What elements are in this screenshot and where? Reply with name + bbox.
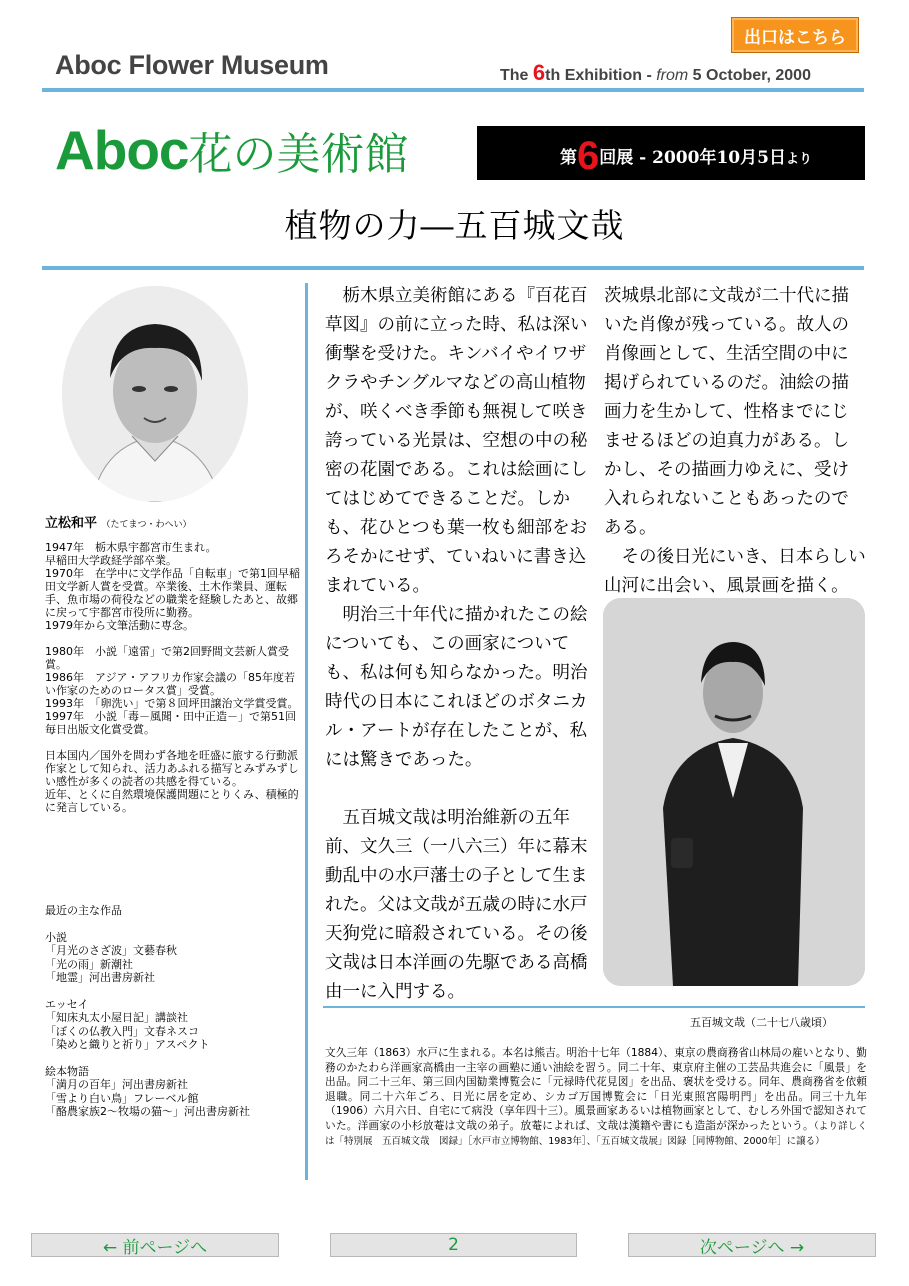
article-title: 植物の力―五百城文哉: [284, 206, 625, 245]
works-list: [45, 904, 305, 1132]
brand-en: Aboc: [55, 119, 189, 181]
bio-line: 1970年 在学中に文学作品「自転車」で第1回早稲田文学新人賞を受賞。卒業後、土木作業員、運転手、魚市場の荷役などの職業を経験したあと、故郷に戻って宇都宮市役所に勤務。: [45, 567, 300, 619]
work-item: 「雪より白い鳥」フレーベル館: [45, 1091, 199, 1105]
exh-from: from: [656, 67, 689, 84]
bio-line: 1997年 小説「毒－風聞・田中正造－」で第51回毎日出版文化賞受賞。: [45, 710, 296, 736]
description-note: （より詳しくは「特別展 五百城文哉 図録」［水戸市立博物館、1983年］、「五百城文哉展」図録［同博物館、2000年］に譲る）: [325, 1120, 867, 1147]
works-group-novel: [45, 931, 305, 985]
museum-title-jp: [55, 118, 409, 182]
author-name-kana: （たてまつ・わへい）: [101, 520, 192, 530]
paragraph-gap: [325, 775, 588, 804]
article-paragraph: 栃木県立美術館にある『百花百草図』の前に立った時、私は深い衝撃を受けた。キンバイやイワザクラやチングルマなどの高山植物が、咲くべき季節も無視して咲き誇っている光景は、空想の中の秘密の花園である。これは絵画にしてはじめてできることだ。しかも、花ひとつも葉一枚も細部をおろそかにせず、ていねいに書き込まれている。: [325, 286, 588, 596]
title-rule: [42, 266, 864, 270]
work-item: 「光の雨」新潮社: [45, 957, 133, 971]
bio-line: 1980年 小説「遠雷」で第2回野間文芸新人賞受賞。: [45, 645, 289, 671]
work-item: 「酪農家族2～牧場の猫～」河出書房新社: [45, 1105, 250, 1118]
jp-yori: より: [785, 152, 812, 167]
bio-paragraph: [45, 645, 301, 736]
works-heading: 最近の主な作品: [45, 904, 122, 917]
bio-paragraph: [45, 749, 301, 814]
description-text: 文久三年（1863）水戸に生まれる。本名は熊吉。明治十七年（1884）、東京の農商務省山林局の雇いとなり、勤務のかたわら洋画家高橋由一主宰の画塾に通い油絵を習う。同二十年、東京府主催の工芸品共進会に「風景」を出品。同二十三年、第三回内国勧業博覧会に「元禄時代花見図」を出品、褒状を受ける。同年、農商務省を依頼退職。同二十六年ごろ、日光に居を定め、シカゴ万国博覧会に「日光東照宮陽明門」を出品。同三十九年（1906）六月六日、自宅にて病没（享年四十三）。風景画家あるいは植物画家として、むしろ外国で認知されていた。洋画家の小杉放菴は文哉の弟子。放菴によれば、文哉は漢籍や書にも造詣が深かったという。: [325, 1046, 867, 1132]
artist-description: [325, 1046, 867, 1150]
work-item: 「知床丸太小屋日記」講談社: [45, 1011, 188, 1024]
works-genre: 絵本物語: [45, 1064, 89, 1078]
article-paragraph: その後日光にいき、日本らしい山河に出会い、風景画を描く。: [604, 547, 866, 596]
exit-button[interactable]: 出口はこちら: [731, 17, 859, 53]
article-column-1: [325, 282, 588, 1007]
exhibition-info-en: [500, 60, 811, 86]
jp-number: 6: [577, 134, 600, 178]
bio-line: 1986年 アジア・アフリカ作家会議の「85年度若い作家のためのロータス賞」受賞。: [45, 671, 295, 697]
column-divider: [305, 283, 308, 1180]
author-name: [45, 512, 192, 531]
bio-line: 早稲田大学政経学部卒業。: [45, 554, 177, 567]
bio-line: 1947年 栃木県宇都宮市生まれ。: [45, 541, 217, 554]
works-genre: エッセイ: [45, 997, 89, 1011]
works-genre: 小説: [45, 930, 67, 944]
works-group-essay: [45, 998, 305, 1052]
bio-line: 1979年から文筆活動に専念。: [45, 619, 194, 632]
jp-dai: 第: [560, 148, 577, 168]
bio-paragraph: [45, 541, 301, 632]
exh-th: th Exhibition -: [545, 67, 657, 84]
work-item: 「染めと織りと祈り」アスペクト: [45, 1038, 210, 1051]
next-page-button[interactable]: 次ページへ →: [628, 1233, 876, 1257]
brand-jp: 花の美術館: [188, 129, 409, 180]
work-item: 「月光のさざ波」文藝春秋: [45, 944, 177, 957]
work-item: 「地霊」河出書房新社: [45, 971, 155, 984]
works-group-picturebook: [45, 1065, 305, 1119]
museum-title-en: Aboc Flower Museum: [55, 50, 329, 80]
bio-line: 日本国内／国外を問わず各地を旺盛に旅する行動派作家として知られ、活力あふれる描写とみずみずしい感性が多くの読者の共感を得ている。: [45, 749, 299, 788]
bio-line: 1993年 「卵洗い」で第８回坪田譲治文学賞受賞。: [45, 697, 299, 710]
caption-rule: [323, 1006, 865, 1008]
photo-caption: 五百城文哉（二十七八歳頃）: [690, 1016, 833, 1029]
jp-date: 回展 - 2000年10月5日: [599, 148, 786, 168]
page-number: 2: [330, 1233, 577, 1257]
exh-number: 6: [532, 60, 546, 85]
author-portrait: [62, 286, 248, 502]
author-name-kanji: 立松和平: [45, 516, 98, 531]
prev-page-button[interactable]: ← 前ページへ: [31, 1233, 279, 1257]
artist-photo: [603, 598, 865, 986]
article-paragraph: 明治三十年代に描かれたこの絵についても、この画家についても、私は何も知らなかった。明治時代の日本にこれほどのボタニカル・アートが存在したことが、私には驚きであった。: [325, 605, 588, 770]
bio-line: 近年、とくに自然環境保護問題にとりくみ、積極的に発言している。: [45, 788, 299, 814]
exhibition-info-jp: [560, 134, 812, 179]
article-paragraph: 五百城文哉は明治維新の五年前、文久三（一八六三）年に幕末動乱中の水戸藩士の子として生まれた。父は文哉が五歳の時に水戸天狗党に暗殺されている。その後文哉は日本洋画の先駆である高橋由一に入門する。: [325, 808, 588, 1002]
article-column-2: [604, 282, 866, 601]
header-rule: [42, 88, 864, 92]
author-bio: [45, 541, 301, 827]
work-item: 「ぼくの仏教入門」文春ネスコ: [45, 1024, 199, 1038]
exh-date: 5 October, 2000: [688, 67, 811, 84]
article-paragraph: 茨城県北部に文哉が二十代に描いた肖像が残っている。故人の肖像画として、生活空間の中に掲げられているのだ。油絵の描画力を生かして、性格までにじませるほどの迫真力がある。しかし、その描画力ゆえに、受け入れられないこともあったのである。: [604, 286, 849, 538]
exh-the: The: [500, 67, 533, 84]
work-item: 「満月の百年」河出書房新社: [45, 1078, 188, 1091]
